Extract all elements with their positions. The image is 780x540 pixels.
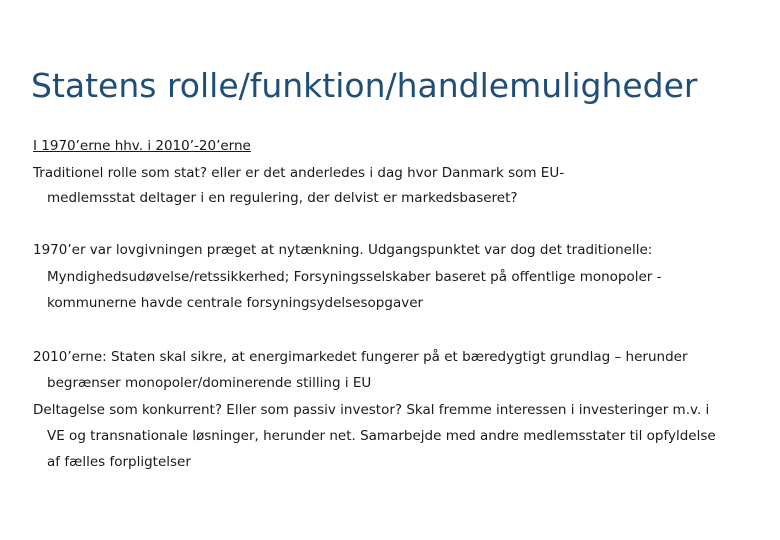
paragraph-line: 1970’er var lovgivningen præget at nytænkning. Udgangspunktet var dog det traditionelle:	[33, 242, 653, 258]
slide-title: Statens rolle/funktion/handlemuligheder	[31, 66, 698, 105]
period-subtitle: I 1970’erne hhv. i 2010’-20’erne	[33, 138, 251, 154]
paragraph-line: kommunerne havde centrale forsyningsydelsesopgaver	[47, 295, 424, 311]
paragraph-line: Myndighedsudøvelse/retssikkerhed; Forsyningsselskaber baseret på offentlige monopoler -	[47, 269, 662, 285]
paragraph-line: af fælles forpligtelser	[47, 454, 191, 470]
paragraph-line: Traditionel rolle som stat? eller er det anderledes i dag hvor Danmark som EU-	[33, 165, 565, 181]
paragraph-line: begrænser monopoler/dominerende stilling i EU	[47, 375, 372, 391]
paragraph-line: 2010’erne: Staten skal sikre, at energimarkedet fungerer på et bæredygtigt grundlag – herunder	[33, 349, 688, 365]
paragraph-line: VE og transnationale løsninger, herunder net. Samarbejde med andre medlemsstater til opfyldelse	[47, 428, 716, 444]
paragraph-line: medlemsstat deltager i en regulering, der delvist er markedsbaseret?	[47, 190, 518, 206]
paragraph-line: Deltagelse som konkurrent? Eller som passiv investor? Skal fremme interessen i investeringer m.v. i	[33, 402, 710, 418]
